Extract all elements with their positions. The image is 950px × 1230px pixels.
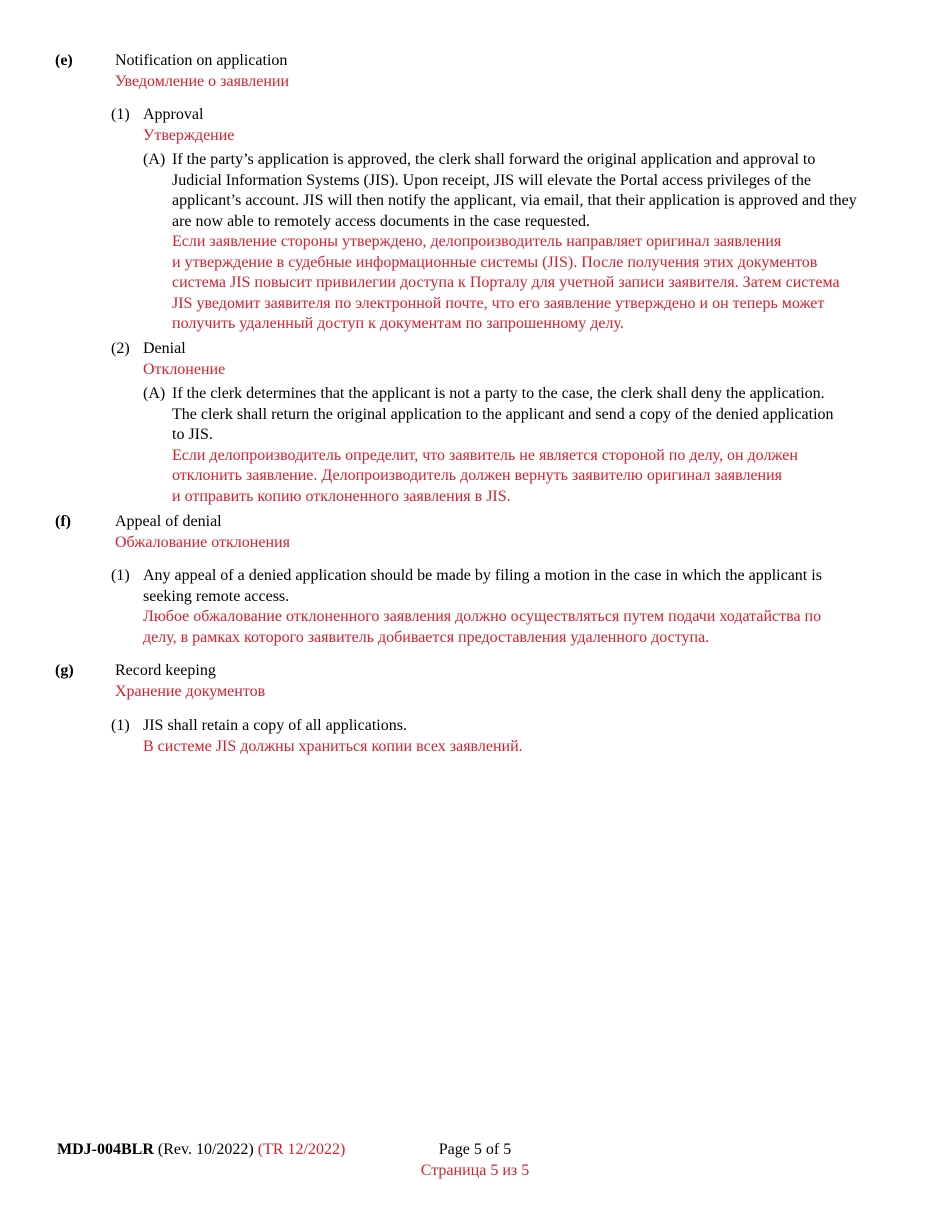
section-heading (115, 512, 905, 553)
subsection-content (143, 339, 893, 507)
subsection-number: (2) (111, 340, 130, 357)
list-item (143, 150, 893, 335)
paragraph-en-line: If the clerk determines that the applicant is not a party to the case, the clerk shall deny the application. (172, 385, 825, 402)
item-number: (A) (143, 151, 166, 168)
section-letter: (g) (55, 662, 74, 679)
paragraph-ru-line: В системе JIS должны храниться копии всех заявлений. (143, 737, 523, 755)
section-title-en: Notification on application (115, 52, 288, 69)
subsection-number: (1) (111, 717, 130, 734)
paragraph-en-line: seeking remote access. (143, 587, 290, 605)
subsection-content (143, 716, 893, 757)
section-title-ru: Обжалование отклонения (115, 533, 290, 551)
subsection-number: (1) (111, 106, 130, 123)
paragraph-ru-line: делу, в рамках которого заявитель добивается предоставления удаленного доступа. (143, 628, 710, 646)
section-title-ru: Уведомление о заявлении (115, 72, 290, 90)
page-number-ru: Страница 5 из 5 (420, 1161, 530, 1179)
paragraph-en-line: to JIS. (172, 426, 213, 443)
subsection-title-ru: Утверждение (143, 126, 235, 144)
section-heading (115, 51, 905, 92)
page-number (420, 1140, 530, 1181)
section-title-en: Appeal of denial (115, 513, 222, 530)
paragraph-en: Judicial Information Systems (JIS). Upon receipt, JIS will elevate the Portal access privileges of the applicant’s account. JIS will then notify the applicant, via email, that their application is approved and they are now able to remotely access documents in the case requested. (172, 171, 857, 230)
form-revision: (Rev. 10/2022) (157, 1141, 254, 1158)
list-item (143, 384, 893, 507)
paragraph-ru-line: Если делопроизводитель определит, что заявитель не является стороной по делу, он должен (172, 446, 798, 464)
page-number-en: Page 5 of 5 (438, 1141, 512, 1158)
section-heading (115, 661, 905, 702)
form-identifier (57, 1140, 345, 1161)
section-title-ru: Хранение документов (115, 682, 266, 700)
subsection-content (143, 566, 893, 648)
paragraph-en-line: Any appeal of a denied application should be made by filing a motion in the case in which the applicant is (143, 567, 822, 584)
form-code: MDJ-004BLR (57, 1141, 154, 1158)
paragraph-en-line: If the party’s application is approved, the clerk shall forward the original application and approval to (172, 151, 816, 168)
section-letter: (f) (55, 513, 71, 530)
subsection-title-ru: Отклонение (143, 360, 226, 378)
paragraph-ru-line: получить удаленный доступ к документам по запрошенному делу. (172, 315, 624, 332)
paragraph-ru-line: и отправить копию отклоненного заявления в JIS. (172, 487, 511, 505)
paragraph-ru-line: отклонить заявление. Делопроизводитель должен вернуть заявителю оригинал заявления (172, 467, 783, 484)
paragraph-ru-line: JIS уведомит заявителя по электронной почте, что его заявление утверждено и он теперь может (172, 294, 825, 312)
paragraph-ru-line: Если заявление стороны утверждено, делопроизводитель направляет оригинал заявления (172, 233, 782, 250)
form-translation-revision: (TR 12/2022) (257, 1141, 346, 1158)
paragraph-ru-line: Любое обжалование отклоненного заявления должно осуществляться путем подачи ходатайства по (143, 608, 822, 625)
item-number: (A) (143, 385, 166, 402)
subsection-title-en: Approval (143, 106, 204, 123)
section-letter: (e) (55, 52, 73, 69)
subsection-number: (1) (111, 567, 130, 584)
paragraph-en-line: The clerk shall return the original application to the applicant and send a copy of the denied application (172, 405, 834, 423)
paragraph-ru-line: система JIS повысит привилегии доступа к Порталу для учетной записи заявителя. Затем система (172, 274, 840, 291)
paragraph-en-line: JIS shall retain a copy of all applications. (143, 717, 407, 734)
subsection-content (143, 105, 893, 335)
subsection-title-en: Denial (143, 340, 186, 357)
section-title-en: Record keeping (115, 662, 216, 679)
item-text (143, 384, 893, 507)
item-text (143, 150, 893, 335)
paragraph-ru-line: и утверждение в судебные информационные системы (JIS). После получения этих документов (172, 253, 818, 271)
